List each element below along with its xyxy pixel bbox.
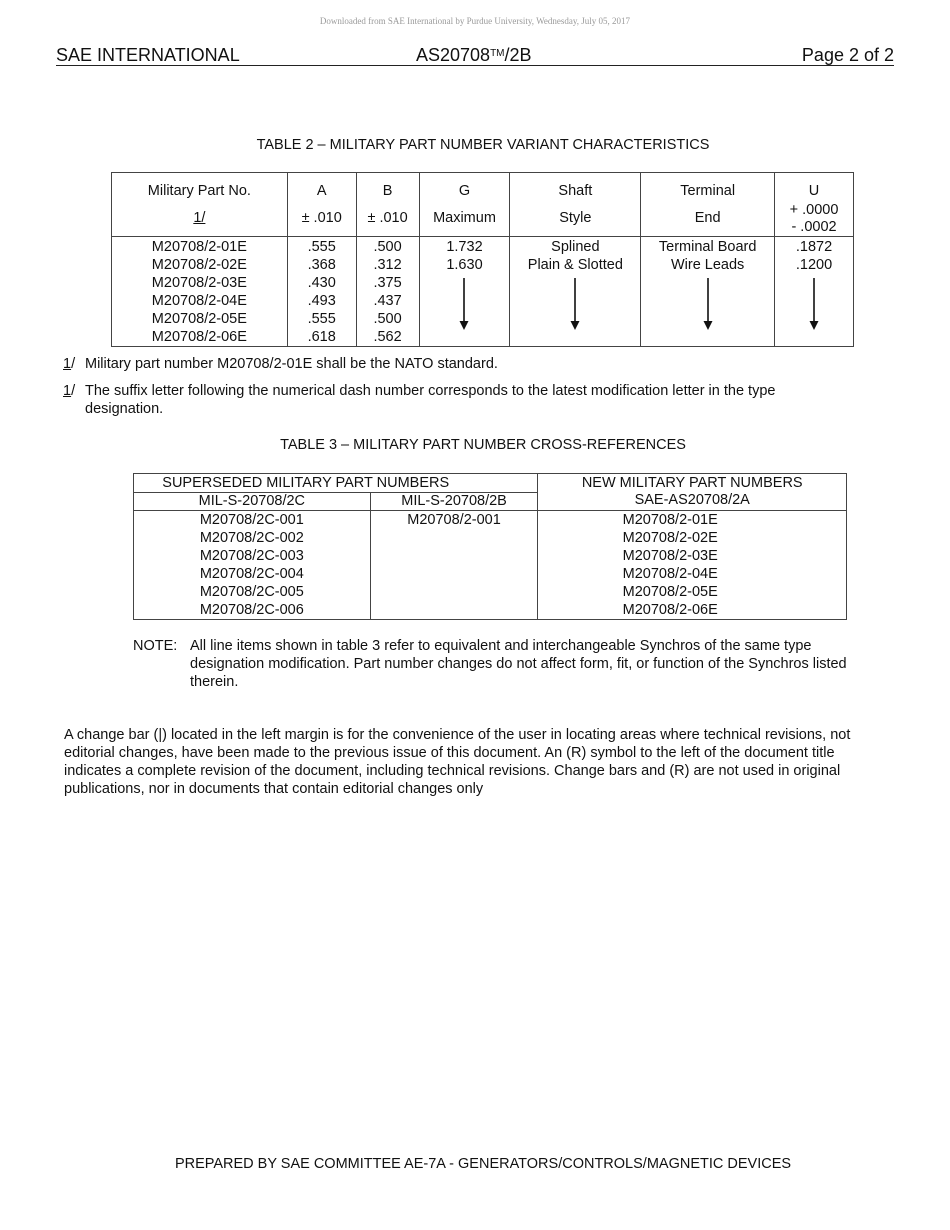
table3-caption: TABLE 3 – MILITARY PART NUMBER CROSS-REFERENCES bbox=[280, 437, 686, 453]
table2-terminal-values: Terminal Board Wire Leads bbox=[641, 237, 775, 347]
table2-a-values: .555 .368 .430 .493 .555 .618 bbox=[287, 237, 356, 347]
page-header bbox=[56, 44, 894, 66]
note-label: NOTE: bbox=[133, 638, 178, 654]
table2-header-shaft: Shaft Style bbox=[510, 173, 641, 237]
col-new-part-number-values: M20708/2-01E M20708/2-02E M20708/2-03E M20708/2-04E M20708/2-05E M20708/2-06E bbox=[538, 511, 847, 620]
footnote-2: 1/ The suffix letter following the numerical dash number corresponds to the latest modification letter in the type designation. bbox=[63, 383, 776, 417]
table2-b-values: .500 .312 .375 .437 .500 .562 bbox=[356, 237, 419, 347]
table2-part-numbers bbox=[112, 237, 288, 347]
table3-note bbox=[133, 637, 853, 691]
part-number: M20708/2-01E bbox=[151, 239, 247, 255]
table3-header-row-1 bbox=[134, 474, 847, 493]
table2-header-a: A ± .010 bbox=[287, 173, 356, 237]
down-arrow-icon bbox=[458, 278, 470, 330]
page-footer: PREPARED BY SAE COMMITTEE AE-7A - GENERATORS/CONTROLS/MAGNETIC DEVICES bbox=[174, 1156, 792, 1172]
table2-header-terminal: Terminal End bbox=[641, 173, 775, 237]
header-organization: SAE INTERNATIONAL bbox=[56, 45, 240, 65]
col-mil-s-20708-2b-header: MIL-S-20708/2B bbox=[370, 493, 538, 511]
table2-header-part-no: Military Part No. 1/ bbox=[112, 173, 288, 237]
table2-header-row bbox=[112, 173, 854, 237]
table2-u-values: .1872 .1200 bbox=[775, 237, 854, 347]
part-number: M20708/2-03E bbox=[151, 275, 247, 291]
table2-header-u: U + .0000 - .0002 bbox=[775, 173, 854, 237]
header-document-number: AS20708™/2B bbox=[416, 45, 532, 65]
table2-header-g: G Maximum bbox=[419, 173, 510, 237]
part-number: M20708/2-02E bbox=[151, 257, 247, 273]
new-part-numbers-header: NEW MILITARY PART NUMBERS SAE-AS20708/2A bbox=[538, 474, 847, 511]
table3-cross-references bbox=[133, 473, 847, 620]
table2-header-b: B ± .010 bbox=[356, 173, 419, 237]
col-mil-s-20708-2b-values: M20708/2-001 bbox=[370, 511, 538, 620]
download-watermark: Downloaded from SAE International by Purdue University, Wednesday, July 05, 2017 bbox=[319, 16, 631, 26]
part-number: M20708/2-06E bbox=[151, 329, 247, 345]
footnote-1: 1/ Military part number M20708/2-01E shall be the NATO standard. bbox=[63, 356, 498, 372]
table2-variant-characteristics bbox=[111, 172, 854, 347]
part-number: M20708/2-04E bbox=[151, 293, 247, 309]
down-arrow-icon bbox=[808, 278, 820, 330]
down-arrow-icon bbox=[702, 278, 714, 330]
col-mil-s-20708-2c-values: M20708/2C-001 M20708/2C-002 M20708/2C-003 M20708/2C-004 M20708/2C-005 M20708/2C-006 bbox=[134, 511, 371, 620]
note-text: All line items shown in table 3 refer to equivalent and interchangeable Synchros of the same type designation modification. Part number changes do not affect form, fit, or function of the Synchros listed therein. bbox=[190, 638, 847, 690]
down-arrow-icon bbox=[569, 278, 581, 330]
table3-body-row bbox=[134, 511, 847, 620]
table2-shaft-values: Splined Plain & Slotted bbox=[510, 237, 641, 347]
table2-g-values: 1.732 1.630 bbox=[419, 237, 510, 347]
table2-caption: TABLE 2 – MILITARY PART NUMBER VARIANT CHARACTERISTICS bbox=[256, 137, 710, 153]
part-number: M20708/2-05E bbox=[151, 311, 247, 327]
table2-body-row bbox=[112, 237, 854, 347]
header-page-number: Page 2 of 2 bbox=[801, 45, 894, 65]
change-bar-paragraph: A change bar (|) located in the left margin is for the convenience of the user in locating areas where technical revisions, not editorial changes, have been made to the previous issue of this document. An (R) symbol to the left of the document title indicates a complete revision of the document, including technical revisions. Change bars and (R) are not used in original publications, nor in documents that contain editorial changes only bbox=[64, 727, 851, 797]
col-mil-s-20708-2c-header: MIL-S-20708/2C bbox=[134, 493, 371, 511]
superseded-header: SUPERSEDED MILITARY PART NUMBERS bbox=[162, 475, 450, 491]
